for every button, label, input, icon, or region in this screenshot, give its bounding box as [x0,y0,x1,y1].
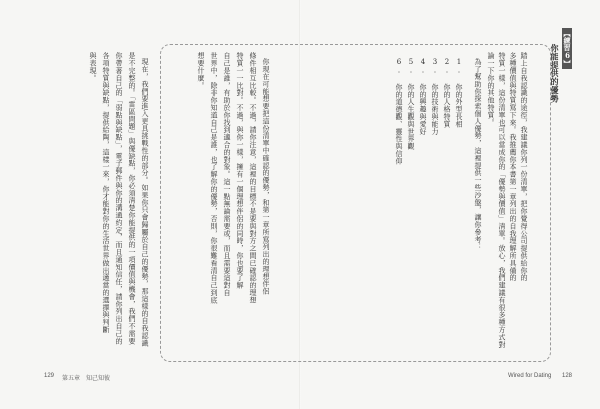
body-line: 條件相互比較。不過，請你注意，這裡的目標不是要與對方之間已確認的理想 [249,52,257,304]
exercise-tag: 【練習6】 [563,30,572,67]
exercise-box [160,44,551,362]
footer-right-title: Wired for Dating [508,373,552,379]
intro-line: 特質一樣，這份清單也可以當成你的「優勢與價值」清單。放心，我們建議有很多種方式對 [498,52,506,348]
body-line: 你現在可能想要把這份清單中確認的優勢，和第一章所寫列出的理想伴侶 [262,58,270,295]
after-line: 現在，我們要進入更具挑戰性的部分。如果你只會歸屬於自己的優勢，那這樣的自我認識 [141,58,149,347]
footer-left-chapter: 第五章 知己知彼 [62,376,111,382]
body-line: 自己是誰，有助於你找到適合的對象。這一點無論需要或，而且需要這對自 [223,52,231,297]
list-item: 1. 你的外型長相 [455,58,463,128]
intro-line: 為了幫助你探索個人優勢，這裡提供一些沙盤，讓你參考： [474,58,482,251]
list-item: 2. 你的人格特質 [443,58,451,128]
intro-line: 論一下你的其他特質。 [487,52,495,126]
body-line: 世界中，除非你知道自己是誰，也了解你的優勢，否則，你很難看清自己到底 [210,52,218,304]
footer-left-page-number: 129 [44,373,55,379]
body-line: 想要什麼。 [197,52,205,89]
footer-right-page-number: 128 [562,373,573,379]
list-item: 4. 你的興趣與愛好 [419,58,427,135]
list-item: 5. 你的人生觀與世界觀 [407,58,415,150]
intro-line: 多種價值與特質寫下來。我推薦你本書第一章列出的自我理解所具備的 [509,52,517,282]
list-item: 3. 你的技術與能力 [431,58,439,135]
list-item: 6. 你的道德觀、靈性與信仰 [395,58,403,165]
intro-line: 踏上自我認識的途徑，我建議你列一份清單，把你覺得公司提供給你的 [520,52,528,282]
after-line: 你帶著自己的「弱點與缺點」，電子郵件與你的溝通約定，而且通知信任，請你列出自己的 [115,52,123,345]
after-line: 是不完整的。「雷區問題」與優缺點，你必須清楚你能提供的一項價值與機會，我們不需要 [128,52,136,345]
after-line: 各項特質與缺點，提供給陶，這樣一來，你才能對你的生活世界做出適當的選擇與判斷 [102,52,110,334]
after-line: 與表現。 [89,52,97,82]
section-title: 你能提供的優勢 [550,44,560,103]
body-line: 特質一一比對。不過，與你一樣，擁有一個理想伴侶的同時，你也要了解 [236,52,244,289]
